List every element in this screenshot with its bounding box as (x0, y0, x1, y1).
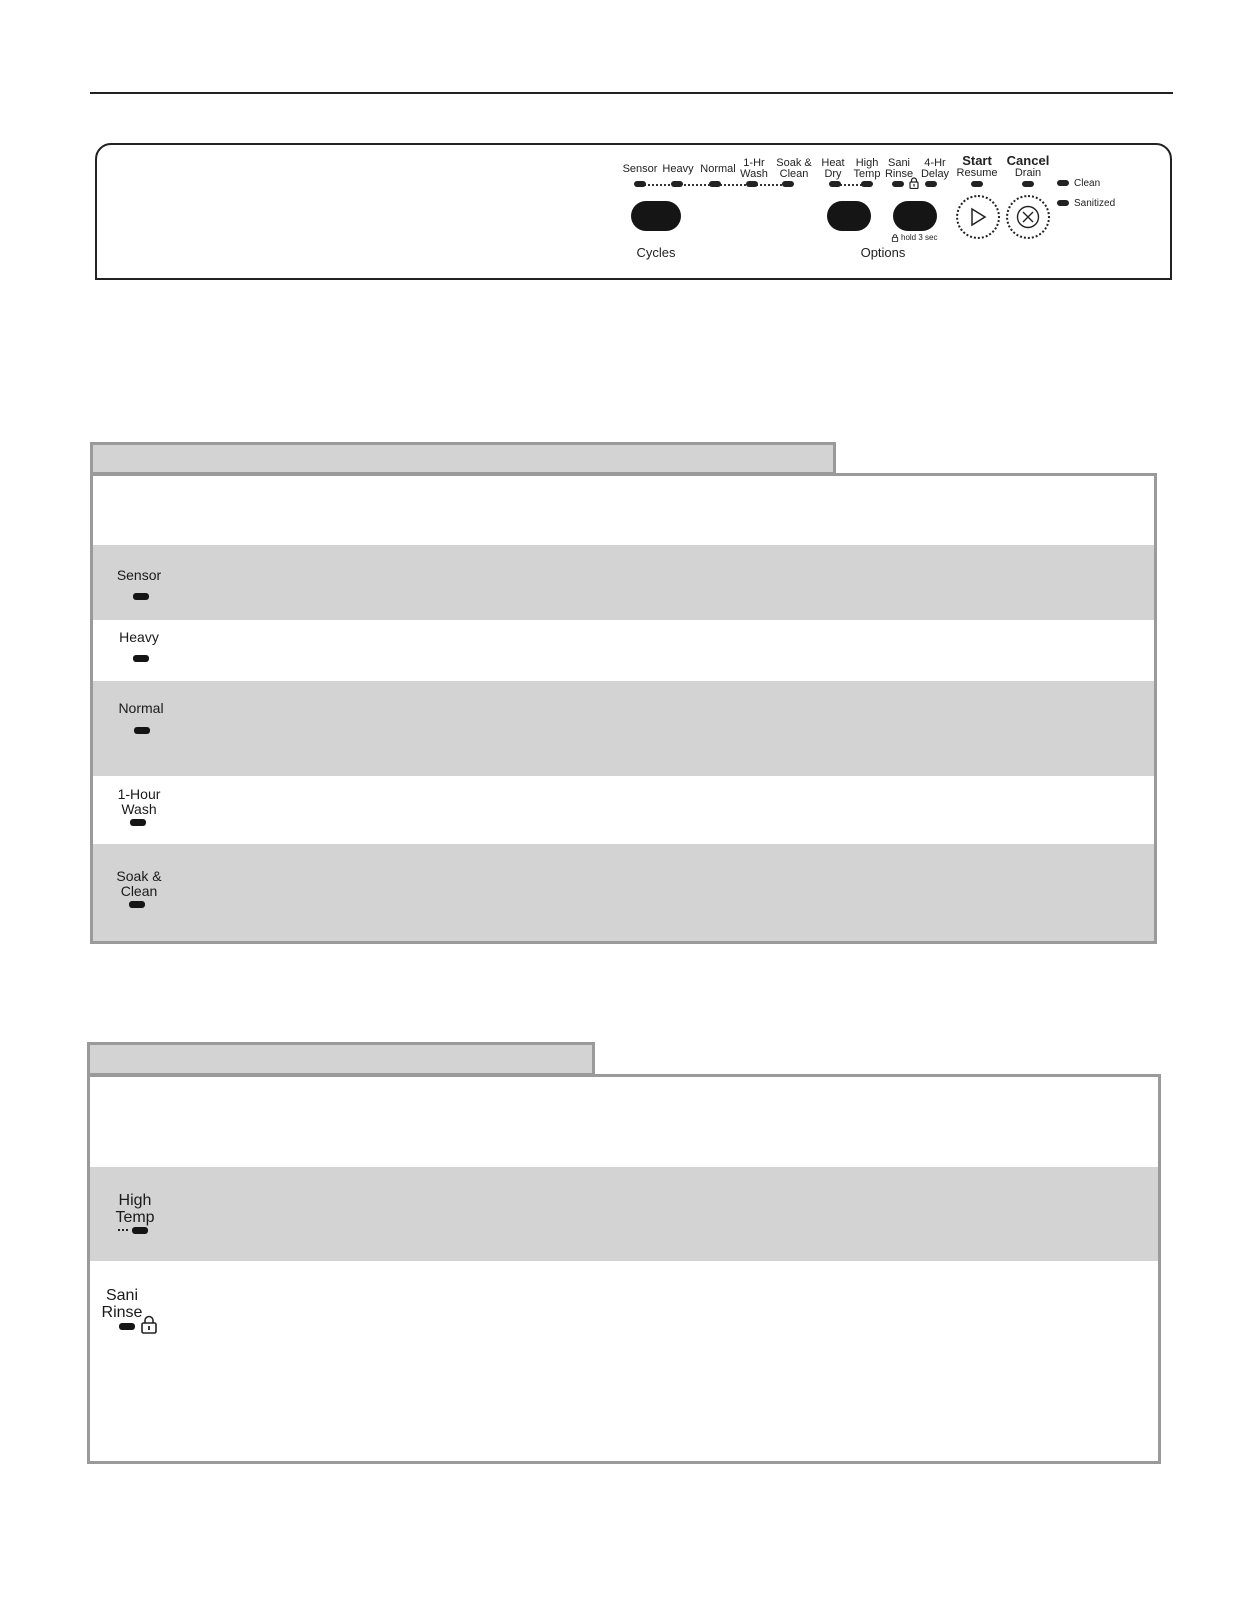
row-label-1hour: 1-Hour Wash (117, 786, 161, 817)
table-row (93, 681, 1154, 776)
cycle-label-1hr: 1-Hr Wash (740, 157, 768, 180)
option-button-1[interactable] (827, 201, 871, 231)
cycles-button[interactable] (631, 201, 681, 231)
sanitized-led (1057, 200, 1069, 206)
row-led-normal (134, 727, 150, 734)
option-led-high-temp (861, 181, 873, 187)
row-label-sani-rinse: Sani Rinse (101, 1287, 143, 1321)
table-row (90, 1261, 1158, 1461)
table-row (93, 844, 1154, 941)
lock-icon (908, 176, 920, 194)
option-led-delay (925, 181, 937, 187)
option-label-delay: 4-Hr Delay (920, 157, 950, 180)
resume-label: Resume (956, 167, 998, 179)
row-label-high-temp: High Temp (115, 1192, 155, 1226)
clean-led (1057, 180, 1069, 186)
drain-label: Drain (1014, 167, 1042, 179)
cycle-led-1hr (746, 181, 758, 187)
option-label-sani-rinse: Sani Rinse (884, 157, 914, 180)
options-group-label: Options (860, 245, 906, 260)
cycle-led-normal (709, 181, 721, 187)
cycle-table-tab (90, 442, 836, 475)
cycle-label-soak: Soak & Clean (776, 157, 812, 180)
cycle-label-heavy: Heavy (662, 163, 694, 175)
hold-label: hold 3 sec (901, 233, 938, 242)
cycle-table (90, 473, 1157, 944)
option-label-heat-dry: Heat Dry (821, 157, 845, 180)
cancel-label: Cancel (1006, 153, 1050, 168)
table-row (93, 545, 1154, 620)
row-led-1hour (130, 819, 146, 826)
row-led-soak (129, 901, 145, 908)
option-led-heat-dry (829, 181, 841, 187)
lock-icon (891, 234, 899, 242)
option-label-high-temp: High Temp (853, 157, 881, 180)
table-row (93, 620, 1154, 681)
start-label: Start (962, 153, 992, 168)
cycle-label-normal: Normal (700, 163, 736, 175)
cycle-label-sensor: Sensor (622, 163, 658, 175)
lock-icon (140, 1315, 158, 1339)
cycle-led-heavy (671, 181, 683, 187)
cycle-led-sensor (634, 181, 646, 187)
start-button[interactable] (956, 195, 1000, 239)
cycle-led-soak (782, 181, 794, 187)
cancel-button[interactable] (1006, 195, 1050, 239)
row-label-sensor: Sensor (116, 567, 162, 583)
option-button-2[interactable] (893, 201, 937, 231)
start-led (971, 181, 983, 187)
option-table (87, 1074, 1161, 1464)
table-row (90, 1167, 1158, 1261)
row-led-sani-rinse (119, 1323, 135, 1330)
cycles-group-label: Cycles (636, 245, 676, 260)
cancel-led (1022, 181, 1034, 187)
table-row (93, 776, 1154, 844)
row-connector (118, 1229, 128, 1234)
row-led-sensor (133, 593, 149, 600)
sanitized-label: Sanitized (1074, 198, 1116, 209)
row-led-heavy (133, 655, 149, 662)
header-rule (90, 92, 1173, 94)
hold-hint (891, 233, 937, 242)
option-led-sani-rinse (892, 181, 904, 187)
row-label-soak: Soak & Clean (116, 868, 162, 899)
row-led-high-temp (132, 1227, 148, 1234)
row-label-normal: Normal (118, 700, 164, 716)
clean-label: Clean (1074, 178, 1101, 189)
cancel-x-icon (1016, 205, 1040, 229)
play-icon (969, 207, 987, 227)
option-table-tab (87, 1042, 595, 1076)
row-label-heavy: Heavy (119, 629, 159, 645)
